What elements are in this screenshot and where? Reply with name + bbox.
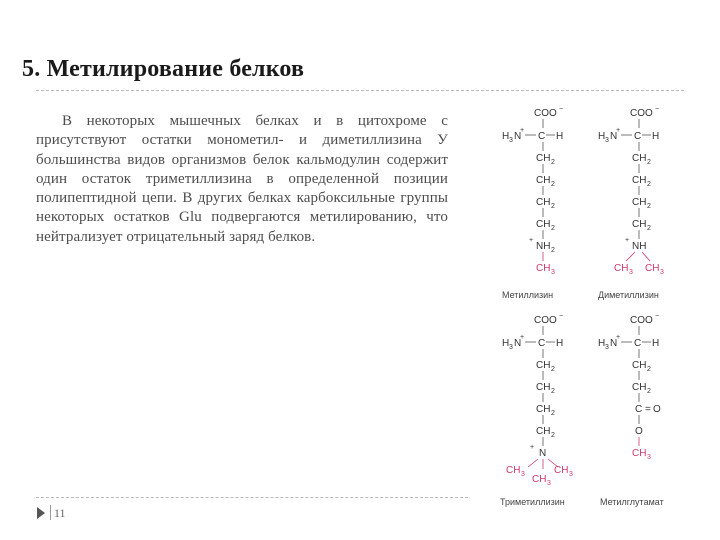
svg-text:H: H <box>502 338 510 349</box>
svg-text:3: 3 <box>629 269 633 276</box>
svg-text:CH: CH <box>536 382 551 393</box>
structure-methyllysine <box>502 106 563 300</box>
methyl-group: CH <box>632 448 647 459</box>
svg-text:+: + <box>530 444 535 451</box>
svg-text:2: 2 <box>551 432 555 439</box>
charge-minus: − <box>559 106 564 113</box>
carbonyl-carbon: C <box>635 404 643 415</box>
methyl-group: CH <box>554 465 569 476</box>
svg-text:2: 2 <box>647 366 651 373</box>
svg-text:COO: COO <box>534 315 557 326</box>
svg-text:CH: CH <box>536 404 551 415</box>
methyl-group: CH <box>645 263 660 274</box>
svg-text:N: N <box>514 338 522 349</box>
amine-nh2: NH <box>536 241 551 252</box>
svg-text:COO: COO <box>630 315 653 326</box>
amino-h: H <box>502 131 510 142</box>
svg-text:3: 3 <box>569 471 573 478</box>
svg-text:H: H <box>556 338 564 349</box>
ester-oxygen: O <box>635 426 643 437</box>
svg-text:CH: CH <box>632 382 647 393</box>
methyl-group: CH <box>536 263 551 274</box>
slide-paragraph: В некоторых мышечных белках и в цитохроме с присутствуют остатки монометил- и диметиллизина У большинства видов организмов белок кальмодулин содержит один остаток триметиллизина в определенной позиции полипептидной цепи. В других белках карбоксильные группы некоторых остатков Glu подвергаются метилированию, что нейтрализует отрицательный заряд белков. <box>36 113 448 245</box>
carboxylate-group: COO <box>534 108 557 119</box>
page-number: 11 <box>54 506 66 520</box>
alpha-carbon: C <box>634 338 642 349</box>
alpha-carbon: C <box>634 131 642 142</box>
svg-text:2: 2 <box>647 181 651 188</box>
charge-plus: + <box>520 127 525 134</box>
alpha-carbon: C <box>538 131 546 142</box>
slide-title: 5. Метилирование белков <box>22 56 305 82</box>
svg-text:3: 3 <box>647 454 651 461</box>
amine-nh: NH <box>632 241 647 252</box>
svg-text:+: + <box>529 237 534 244</box>
svg-text:3: 3 <box>509 344 513 351</box>
svg-text:2: 2 <box>551 247 555 254</box>
amino-n: N <box>514 131 522 142</box>
svg-text:2: 2 <box>647 225 651 232</box>
label-methylglutamate: Метилглутамат <box>600 497 664 507</box>
svg-text:2: 2 <box>647 203 651 210</box>
amino-sub: 3 <box>509 137 513 144</box>
svg-text:2: 2 <box>647 388 651 395</box>
methylene: CH <box>536 175 551 186</box>
svg-text:CH: CH <box>632 360 647 371</box>
methyl-group: CH <box>532 474 547 485</box>
svg-text:+: + <box>520 334 525 341</box>
svg-text:3: 3 <box>660 269 664 276</box>
svg-text:2: 2 <box>551 388 555 395</box>
label-dimethyllysine: Диметиллизин <box>598 290 659 300</box>
svg-text:+: + <box>616 334 621 341</box>
svg-text:+: + <box>625 237 630 244</box>
methylene: CH <box>536 197 551 208</box>
svg-text:2: 2 <box>551 366 555 373</box>
structure-methylglutamate <box>598 313 664 507</box>
svg-text:2: 2 <box>647 159 651 166</box>
alpha-carbon: C <box>538 338 546 349</box>
svg-text:+: + <box>616 127 621 134</box>
svg-text:=: = <box>645 404 651 415</box>
svg-text:H: H <box>598 131 606 142</box>
structure-trimethyllysine <box>500 313 573 507</box>
svg-text:3: 3 <box>521 471 525 478</box>
svg-text:2: 2 <box>551 203 555 210</box>
carbonyl-oxygen: O <box>653 404 661 415</box>
svg-text:CH: CH <box>632 197 647 208</box>
svg-text:H: H <box>652 131 660 142</box>
svg-text:3: 3 <box>605 344 609 351</box>
svg-text:3: 3 <box>547 480 551 487</box>
svg-text:H: H <box>598 338 606 349</box>
next-slide-arrow-icon[interactable] <box>37 507 45 519</box>
svg-text:CH: CH <box>632 175 647 186</box>
carboxylate-group: COO <box>630 108 653 119</box>
svg-text:3: 3 <box>605 137 609 144</box>
svg-text:2: 2 <box>551 225 555 232</box>
svg-text:2: 2 <box>551 410 555 417</box>
footer-separator <box>50 505 51 520</box>
svg-text:CH: CH <box>632 219 647 230</box>
svg-text:2: 2 <box>551 181 555 188</box>
svg-text:CH: CH <box>632 153 647 164</box>
svg-text:3: 3 <box>551 269 555 276</box>
label-methyllysine: Метиллизин <box>502 290 554 300</box>
methylene: CH <box>536 153 551 164</box>
svg-text:N: N <box>610 338 618 349</box>
methylene: CH <box>536 219 551 230</box>
quaternary-nitrogen: N <box>539 448 547 459</box>
methyl-group: CH <box>614 263 629 274</box>
methyl-group: CH <box>506 465 521 476</box>
chemical-structures <box>480 96 700 516</box>
footer-divider <box>36 497 468 498</box>
svg-text:CH: CH <box>536 360 551 371</box>
svg-text:N: N <box>610 131 618 142</box>
svg-text:−: − <box>655 313 660 320</box>
svg-text:H: H <box>652 338 660 349</box>
svg-text:−: − <box>559 313 564 320</box>
svg-text:−: − <box>655 106 660 113</box>
svg-text:CH: CH <box>536 426 551 437</box>
label-trimethyllysine: Триметиллизин <box>500 497 565 507</box>
svg-text:2: 2 <box>551 159 555 166</box>
structure-dimethyllysine <box>598 106 664 300</box>
alpha-hydrogen: H <box>556 131 564 142</box>
title-divider <box>36 90 684 91</box>
